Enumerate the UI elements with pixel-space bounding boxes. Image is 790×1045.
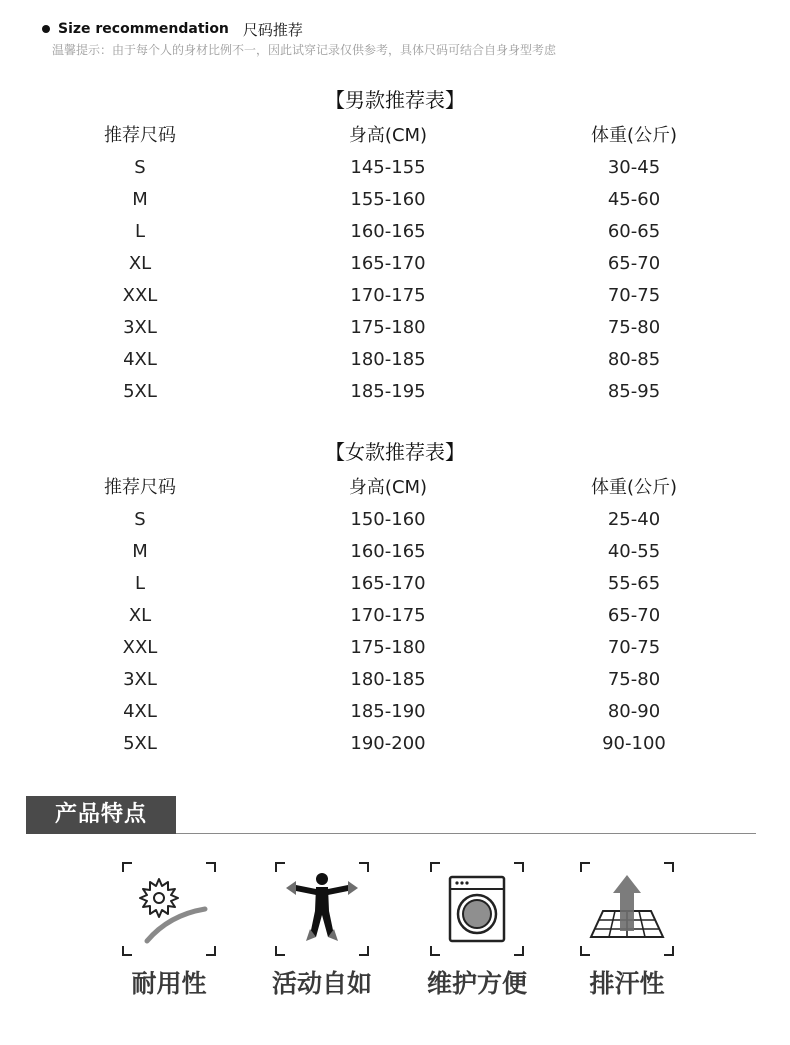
- features-title-bar: [26, 796, 176, 834]
- height-cell: 160-165: [350, 541, 426, 562]
- size-cell: XXL: [122, 637, 158, 658]
- stretch-figure-icon: [282, 869, 362, 949]
- height-cell: 185-190: [350, 701, 426, 722]
- size-cell: XL: [128, 253, 152, 274]
- table-row: [0, 632, 790, 664]
- weight-cell: 80-85: [607, 349, 661, 370]
- women-table-header-row: [0, 472, 790, 504]
- table-row: [0, 536, 790, 568]
- feature-label: 维护方便: [426, 969, 527, 998]
- column-header-weight: 体重(公斤): [590, 125, 678, 146]
- column-header-size: 推荐尺码: [104, 125, 176, 146]
- column-header-weight: 体重(公斤): [590, 477, 678, 498]
- table-row: [0, 216, 790, 248]
- table-row: [0, 344, 790, 376]
- weight-cell: 90-100: [602, 733, 666, 754]
- table-row: [0, 504, 790, 536]
- feature-durability: [122, 862, 216, 998]
- icon-frame: [122, 862, 216, 956]
- table-row: [0, 696, 790, 728]
- column-header-height: 身高(CM): [348, 477, 428, 498]
- feature-mobility: [271, 862, 372, 998]
- size-cell: 3XL: [123, 317, 157, 338]
- size-cell: 3XL: [123, 669, 157, 690]
- weight-cell: 60-65: [607, 221, 661, 242]
- table-row: [0, 376, 790, 408]
- size-cell: XXL: [122, 285, 158, 306]
- washing-machine-icon: [437, 869, 517, 949]
- header-title-en: Size recommendation: [58, 21, 229, 37]
- size-cell: 5XL: [123, 381, 157, 402]
- weight-cell: 80-90: [607, 701, 661, 722]
- icon-frame: [430, 862, 524, 956]
- height-cell: 165-170: [350, 573, 426, 594]
- breathable-mesh-icon: [587, 869, 667, 949]
- table-row: [0, 152, 790, 184]
- men-table-title: 【男款推荐表】: [325, 88, 465, 112]
- feature-label: 耐用性: [131, 969, 207, 998]
- icon-frame: [275, 862, 369, 956]
- column-header-height: 身高(CM): [348, 125, 428, 146]
- height-cell: 180-185: [350, 349, 426, 370]
- weight-cell: 25-40: [607, 509, 661, 530]
- size-cell: 4XL: [123, 349, 157, 370]
- size-cell: L: [134, 573, 146, 594]
- feature-label: 排汗性: [589, 969, 665, 998]
- height-cell: 150-160: [350, 509, 426, 530]
- height-cell: 155-160: [350, 189, 426, 210]
- icon-frame: [580, 862, 674, 956]
- height-cell: 165-170: [350, 253, 426, 274]
- table-row: [0, 280, 790, 312]
- size-note: 温馨提示：由于每个人的身材比例不一，因此试穿记录仅供参考，具体尺码可结合自身身型考虑: [52, 43, 557, 57]
- header-title-cn: 尺码推荐: [242, 20, 303, 39]
- men-table-header-row: [0, 120, 790, 152]
- weight-cell: 45-60: [607, 189, 661, 210]
- bullet-dot-icon: [42, 25, 50, 33]
- features-title: 产品特点: [54, 802, 147, 827]
- height-cell: 180-185: [350, 669, 426, 690]
- table-row: [0, 312, 790, 344]
- height-cell: 145-155: [350, 157, 426, 178]
- weight-cell: 75-80: [607, 669, 661, 690]
- table-row: [0, 664, 790, 696]
- height-cell: 160-165: [350, 221, 426, 242]
- weight-cell: 40-55: [607, 541, 661, 562]
- height-cell: 175-180: [350, 637, 426, 658]
- size-cell: XL: [128, 605, 152, 626]
- weight-cell: 65-70: [607, 253, 661, 274]
- women-table-title: 【女款推荐表】: [325, 440, 465, 464]
- height-cell: 190-200: [350, 733, 426, 754]
- feature-label: 活动自如: [271, 969, 372, 998]
- size-cell: S: [134, 509, 146, 530]
- weight-cell: 75-80: [607, 317, 661, 338]
- section-header: [42, 16, 303, 42]
- features-divider: [176, 833, 756, 834]
- size-cell: M: [132, 541, 148, 562]
- height-cell: 170-175: [350, 605, 426, 626]
- saw-blade-icon: [129, 869, 209, 949]
- height-cell: 170-175: [350, 285, 426, 306]
- table-row: [0, 568, 790, 600]
- weight-cell: 70-75: [607, 285, 661, 306]
- size-cell: 4XL: [123, 701, 157, 722]
- weight-cell: 70-75: [607, 637, 661, 658]
- feature-easy-care: [426, 862, 527, 998]
- height-cell: 185-195: [350, 381, 426, 402]
- table-row: [0, 248, 790, 280]
- feature-sweat-wicking: [580, 862, 674, 998]
- weight-cell: 55-65: [607, 573, 661, 594]
- weight-cell: 30-45: [607, 157, 661, 178]
- table-row: [0, 600, 790, 632]
- table-row: [0, 728, 790, 760]
- weight-cell: 65-70: [607, 605, 661, 626]
- weight-cell: 85-95: [607, 381, 661, 402]
- size-cell: S: [134, 157, 146, 178]
- height-cell: 175-180: [350, 317, 426, 338]
- column-header-size: 推荐尺码: [104, 477, 176, 498]
- size-cell: M: [132, 189, 148, 210]
- size-cell: L: [134, 221, 146, 242]
- table-row: [0, 184, 790, 216]
- size-cell: 5XL: [123, 733, 157, 754]
